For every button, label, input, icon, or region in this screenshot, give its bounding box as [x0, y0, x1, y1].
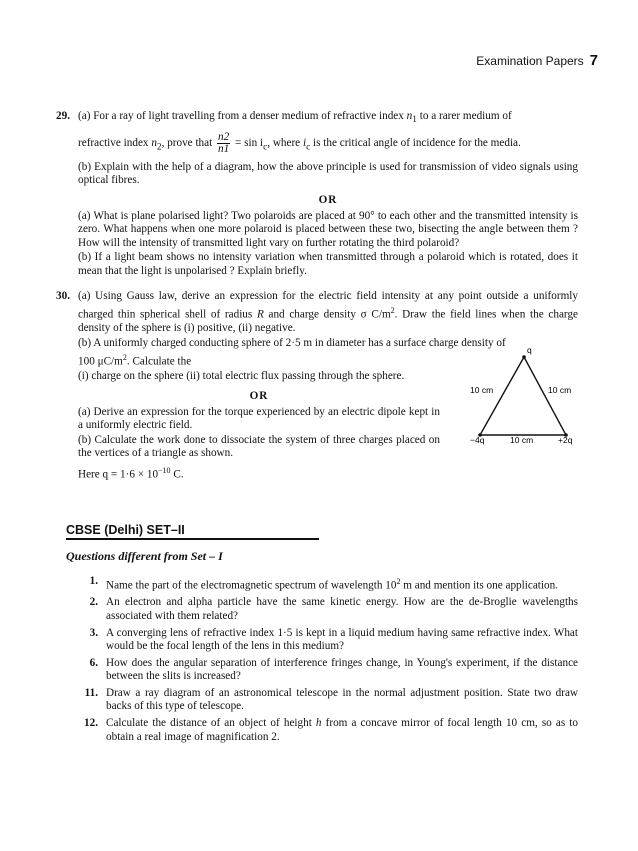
base-length: 10 cm: [510, 435, 534, 445]
q30-here-exponent: −10: [158, 466, 171, 475]
ic-subscript-2: c: [306, 142, 311, 153]
n1-subscript: 1: [412, 115, 417, 126]
q30-part-a: [78, 290, 578, 336]
q29-part-b: (b) Explain with the help of a diagram, how the above principle is used for transmission of video signals using optical fibres.: [78, 160, 578, 187]
page-number: 7: [589, 52, 598, 69]
charge-top-label: q: [527, 345, 532, 355]
q30-a-mid: and charge density σ C/m: [263, 308, 391, 321]
item-text: Name the part of the electromagnetic spectrum of wavelength 10: [106, 579, 397, 592]
q29-or: OR: [318, 194, 338, 207]
left-side-length: 10 cm: [470, 385, 494, 395]
q30-part-b-line2: [78, 351, 440, 369]
list-item: [84, 686, 578, 714]
item-number: 1.: [89, 575, 98, 587]
q30-b2-exponent: 2: [122, 353, 127, 363]
ic-symbol: i: [302, 136, 307, 149]
q30-b2-end: . Calculate the: [126, 355, 192, 368]
charge-right-label: +2q: [558, 435, 573, 445]
list-item: [89, 596, 578, 623]
n2-symbol: n: [151, 136, 157, 149]
set-subtitle: Questions different from Set – I: [66, 549, 223, 563]
n2-subscript: 2: [156, 142, 162, 153]
q29-a-text: (a) For a ray of light travelling from a denser medium of refractive index: [78, 110, 407, 122]
list-item: [89, 626, 578, 654]
item-number: 3.: [89, 626, 98, 639]
item-exponent: 2: [396, 577, 401, 586]
header-title: Examination Papers: [476, 54, 584, 68]
item-text: An electron and alpha particle have the same kinetic energy. How are the de-Broglie wavelengths associated with them related?: [106, 596, 578, 622]
set-title: CBSE (Delhi) SET–II: [66, 523, 185, 537]
q30-a-exponent: 2: [390, 305, 395, 315]
q30-alt-part-a: (a) Derive an expression for the torque experienced by an electric dipole kept in a uniformly electric field.: [78, 405, 440, 432]
item-text: How does the angular separation of interference fringes change, in Young's experiment, if the distance between the slits is increased?: [106, 656, 578, 683]
q29-alt-part-a: (a) What is plane polarised light? Two polaroids are placed at 90° to each other and the transmitted intensity is zero. What happens when one more polaroid is placed between these two, bisecting the angle between them ? How will the intensity of transmitted light vary on further rotating the third polaroid?: [78, 209, 578, 249]
q29-part-a-line1: [78, 110, 578, 128]
q30-a-text: (a) Using Gauss law, derive an expression for the electric field intensity at any point outside a uniformly charged thin spherical shell of radius: [78, 290, 578, 321]
q29-a2-end: is the critical angle of incidence for the media.: [310, 136, 521, 149]
list-item: [84, 717, 578, 744]
q30-here-text: Here q = 1·6 × 10: [78, 468, 159, 481]
q29-a-text-end: to a rarer medium of: [416, 110, 512, 122]
item-text: Draw a ray diagram of an astronomical telescope in the normal adjustment position. State two draw backs of this type of telescope.: [106, 686, 578, 713]
height-symbol: h: [315, 717, 322, 730]
q30-or: OR: [249, 390, 269, 403]
ic-subscript: c: [263, 142, 268, 153]
q29-a2-text: refractive index: [78, 136, 152, 149]
item-number: 12.: [84, 717, 98, 730]
set2-question-list: [84, 575, 578, 747]
item-number: 11.: [84, 686, 98, 699]
right-side-length: 10 cm: [548, 385, 572, 395]
question-29: [56, 110, 578, 285]
item-text: Calculate the distance of an object of height: [106, 717, 316, 730]
q29-part-a-line2: [78, 132, 578, 155]
q29-where: , where: [267, 136, 303, 149]
item-number: 6.: [89, 656, 98, 669]
n1-symbol: n: [406, 110, 413, 122]
q30-part-b-line1: (b) A uniformly charged conducting sphere of 2·5 m in diameter has a surface charge density of: [78, 336, 506, 349]
radius-symbol: R: [256, 308, 264, 321]
q30-b2-text: 100 μC/m: [78, 355, 123, 368]
q29-alt-part-b: (b) If a light beam shows no intensity variation when transmitted through a polaroid which is rotated, does it mean that the light is unpolarised ? Explain briefly.: [78, 251, 578, 277]
q30-here-line: [78, 464, 440, 482]
q30-a-end: . Draw the field lines when the charge density of the sphere is (i) positive, (ii) negative.: [78, 308, 578, 334]
sin-ic-expression: = sin i: [232, 136, 264, 149]
item-text: A converging lens of refractive index 1·5 is kept in a liquid medium having same refractive index. What would be the focal length of the lens in this medium?: [106, 626, 578, 653]
question-number: 30.: [56, 290, 70, 302]
q30-alt-part-b: (b) Calculate the work done to dissociate the system of three charges placed on the vertices of a triangle as shown.: [78, 433, 440, 460]
charge-left-label: −4q: [470, 435, 485, 445]
q30-part-b-line3: (i) charge on the sphere (ii) total electric flux passing through the sphere.: [78, 370, 405, 383]
ratio-fraction: [217, 132, 230, 155]
item-text-end: m and mention its one application.: [400, 579, 558, 592]
fraction-denominator: n1: [218, 142, 230, 155]
item-text-end: from a concave mirror of focal length 10 cm, so as to obtain a real image of magnification 2.: [106, 717, 578, 743]
list-item: [89, 656, 578, 684]
question-number: 29.: [56, 110, 70, 122]
charge-triangle-diagram: [468, 343, 580, 447]
page-header: [476, 52, 598, 69]
triangle-outline: [480, 357, 566, 435]
title-rule: [66, 538, 319, 540]
q30-here-end: C.: [170, 468, 184, 481]
fraction-numerator: n2: [218, 130, 230, 143]
item-number: 2.: [89, 596, 98, 609]
charge-top-dot: [522, 355, 526, 359]
list-item: [89, 575, 578, 593]
q29-a2-mid: , prove that: [161, 136, 216, 149]
